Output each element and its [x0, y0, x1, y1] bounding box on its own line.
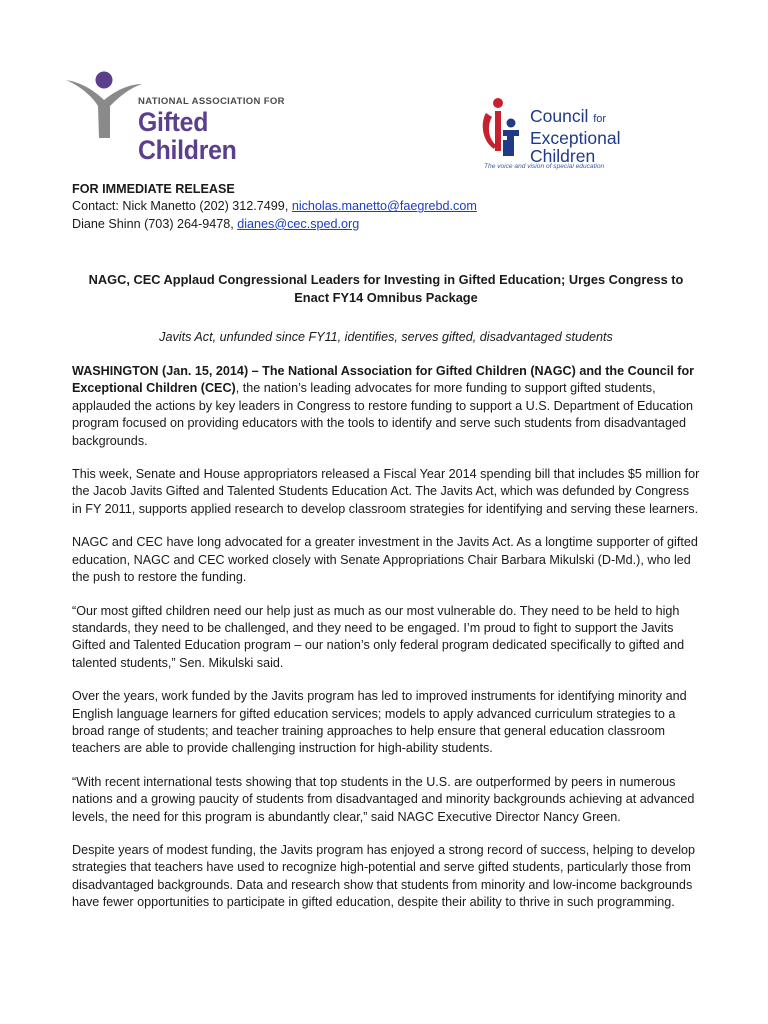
paragraph-6: “With recent international tests showing that top students in the U.S. are outperformed by peers in numerous nations and a growing paucity of students from disadvantaged and minority backgrounds achieving at advanced levels, the need for this program is abundantly clear,” said NAGC Executive Director Nancy Green. — [72, 774, 695, 824]
release-contact-block — [72, 181, 700, 233]
headline: NAGC, CEC Applaud Congressional Leaders for Investing in Gifted Education; Urges Congress to Enact FY14 Omnibus Package — [88, 272, 684, 306]
cec-line-2: Exceptional — [530, 127, 621, 148]
contact-line-1 — [72, 198, 700, 215]
nagc-wordmark — [138, 96, 304, 164]
nagc-big-text: Gifted Children — [138, 107, 237, 165]
nagc-logo — [64, 70, 304, 165]
paragraph-5: Over the years, work funded by the Javits program has led to improved instruments for identifying minority and English language learners for gifted education services; models to apply advanced curriculum strategies to a broad range of students; and teacher training approaches to help ensure that general education classroom teachers are able to provide challenging instruction for high-ability students. — [72, 689, 687, 756]
paragraph-3: NAGC and CEC have long advocated for a greater investment in the Javits Act. As a longtime supporter of gifted education, NAGC and CEC worked closely with Senate Appropriations Chair Barbara Mikulski (D-Md.), who led the push to restore the funding. — [72, 535, 698, 585]
press-release-body — [72, 181, 700, 912]
cec-council-text: Council — [530, 106, 594, 126]
paragraph-1-lead: WASHINGTON (Jan. 15, 2014) – The National Association for Gifted Children (NAGC) and the Council for Exceptional Children (CEC) — [72, 364, 695, 396]
cec-figures-icon — [478, 95, 526, 165]
cec-wordmark — [530, 107, 620, 166]
cec-line-3: Children — [530, 146, 596, 166]
cec-logo — [478, 95, 648, 175]
contact-2-text: Diane Shinn (703) 264-9478, — [72, 216, 238, 231]
cec-tagline: The voice and vision of special education — [484, 163, 605, 170]
paragraph-7: Despite years of modest funding, the Javits program has enjoyed a strong record of success, helping to develop strategies that teachers have used to recognize high-potential and serve gifted students, particularly those from disadvantaged backgrounds. Data and research show that students from minority and low-income backgrounds have fewer opportunities to participate in gifted education, despite their ability to thrive in such programming. — [72, 842, 696, 910]
nagc-small-text: NATIONAL ASSOCIATION FOR — [138, 96, 285, 107]
contact-1-text: Contact: Nick Manetto (202) 312.7499, — [72, 199, 292, 214]
paragraph-1-rest: , the nation’s leading advocates for more funding to support gifted students, applauded the actions by key leaders in Congress to restore funding to support a U.S. Department of Education program focused on providing educators with the tools to identify and serve such students from disadvantaged backgrounds. — [72, 381, 693, 448]
nagc-figure-icon — [64, 70, 144, 142]
contact-1-email-link[interactable]: nicholas.manetto@faegrebd.com — [291, 199, 477, 214]
cec-line-1 — [530, 107, 620, 129]
release-label: FOR IMMEDIATE RELEASE — [72, 182, 235, 196]
paragraph-1 — [72, 363, 700, 450]
paragraph-2: This week, Senate and House appropriators released a Fiscal Year 2014 spending bill that includes $5 million for the Jacob Javits Gifted and Talented Students Education Act. The Javits Act, which was defunded by Congress in FY 2011, supports applied research to develop classroom strategies for identifying and serving these learners. — [72, 467, 700, 516]
paragraph-4: “Our most gifted children need our help just as much as our most vulnerable do. They need to be held to high standards, they need to be challenged, and they need to be engaged. I’m proud to fight to support the Javits Gifted and Talented Education program – our nation’s only federal program dedicated specifically to gifted and talented students,” Sen. Mikulski said. — [72, 603, 685, 670]
contact-line-2 — [72, 216, 700, 233]
contact-2-email-link[interactable]: dianes@cec.sped.org — [237, 216, 360, 231]
subheadline: Javits Act, unfunded since FY11, identifies, serves gifted, disadvantaged students — [159, 329, 613, 344]
cec-for-text: for — [593, 113, 607, 125]
